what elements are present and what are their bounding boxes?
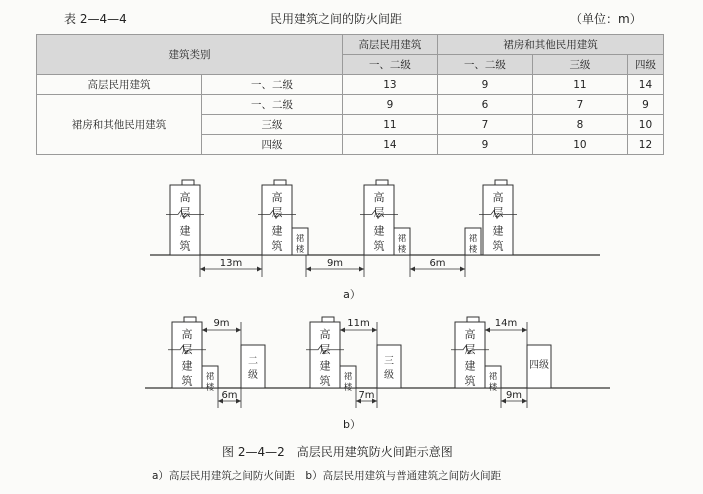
high-rise-char: 高 [179,191,191,204]
high-rise-char: 建 [179,224,191,238]
podium-char: 楼 [468,245,478,255]
cell: 11 [342,115,437,135]
high-rise-char: 筑 [464,374,476,388]
high-rise-char: 筑 [319,374,331,388]
dimension-label: 9m [505,390,523,401]
dimension-arrow-head [236,328,241,333]
podium-char: 裙 [468,234,478,244]
cell: 14 [627,75,663,95]
high-rise-building-roof [322,317,334,322]
podium-char: 裙 [488,372,498,382]
high-rise-char: 层 [373,206,385,219]
dimension-label: 14m [494,318,518,329]
sub-podium-level: 三级 [532,55,627,75]
table-unit: （单位：m） [570,12,642,26]
row-level: 三级 [202,115,343,135]
figure-caption: 图 2—4—2 高层民用建筑防火间距示意图 [222,445,453,459]
part-label: a） [343,288,361,301]
dimension-arrow-head [522,399,527,404]
high-rise-char: 层 [271,206,283,219]
dimension-arrow-head [410,267,415,272]
cell: 9 [437,135,532,155]
dimension-arrow-head [340,328,345,333]
podium-char: 楼 [295,245,305,255]
high-rise-building-roof [376,180,388,185]
cell: 11 [532,75,627,95]
level-char: 三 [384,356,394,367]
dimension-arrow-head [200,267,205,272]
high-rise-char: 筑 [271,239,283,253]
dimension-arrow-head [202,328,207,333]
high-rise-char: 层 [464,343,476,356]
high-rise-building-roof [274,180,286,185]
high-rise-char: 层 [179,206,191,219]
high-rise-building-roof [184,317,196,322]
table-number: 表 2—4—4 [64,12,127,26]
high-rise-char: 层 [492,206,504,219]
level-char: 级 [248,370,258,381]
cell: 14 [342,135,437,155]
row-category: 高层民用建筑 [37,75,202,95]
row-level: 一、二级 [202,75,343,95]
high-rise-char: 建 [492,224,504,238]
dimension-arrow-head [372,328,377,333]
sub-high-level: 一、二级 [342,55,437,75]
cell: 7 [532,95,627,115]
cell: 9 [437,75,532,95]
level-char: 级 [384,370,394,381]
podium-char: 裙 [295,234,305,244]
high-rise-char: 筑 [492,239,504,253]
table-title: 民用建筑之间的防火间距 [270,12,403,26]
high-rise-char: 高 [181,328,193,341]
high-rise-char: 筑 [179,239,191,253]
dimension-label: 7m [358,390,375,401]
level-char: 四级 [529,360,549,371]
header-high-rise: 高层民用建筑 [342,35,437,55]
cell: 10 [627,115,663,135]
dimension-arrow-head [306,267,311,272]
high-rise-char: 高 [271,191,283,204]
header-category: 建筑类别 [37,35,343,75]
podium-char: 楼 [343,383,353,393]
row-level: 一、二级 [202,95,343,115]
cell: 9 [627,95,663,115]
dimension-label: 13m [219,258,243,269]
dimension-arrow-head [257,267,262,272]
dimension-arrow-head [485,328,490,333]
dimension-label: 6m [221,390,238,401]
high-rise-char: 高 [492,191,504,204]
row-category: 裙房和其他民用建筑 [37,95,202,155]
high-rise-char: 高 [319,328,331,341]
podium-char: 楼 [397,245,407,255]
cell: 6 [437,95,532,115]
sub-podium-level: 四级 [627,55,663,75]
high-rise-char: 层 [319,343,331,356]
high-rise-char: 建 [271,224,283,238]
dimension-arrow-head [460,267,465,272]
cell: 7 [437,115,532,135]
dimension-arrow-head [359,267,364,272]
cell: 12 [627,135,663,155]
part-label: b） [343,418,361,430]
cell: 9 [342,95,437,115]
cell: 13 [342,75,437,95]
high-rise-char: 筑 [181,374,193,388]
high-rise-building-roof [467,317,479,322]
podium-char: 裙 [205,372,215,382]
dimension-label: 6m [429,258,446,269]
podium-char: 楼 [205,383,215,393]
cell: 8 [532,115,627,135]
row-level: 四级 [202,135,343,155]
figure-subcaption: a）高层民用建筑之间防火间距 b）高层民用建筑与普通建筑之间防火间距 [152,470,502,482]
podium-char: 楼 [488,383,498,393]
level-char: 二 [248,356,258,367]
high-rise-char: 筑 [373,239,385,253]
high-rise-char: 高 [373,191,385,204]
high-rise-char: 建 [464,359,476,373]
sub-podium-level: 一、二级 [437,55,532,75]
high-rise-char: 层 [181,343,193,356]
cell: 10 [532,135,627,155]
high-rise-char: 高 [464,328,476,341]
high-rise-char: 建 [373,224,385,238]
high-rise-building-roof [495,180,507,185]
dimension-label: 9m [213,318,230,329]
high-rise-char: 建 [181,359,193,373]
podium-char: 裙 [343,372,353,382]
high-rise-building-roof [182,180,194,185]
dimension-label: 11m [347,318,370,329]
dimension-label: 9m [326,258,344,269]
header-podium: 裙房和其他民用建筑 [437,35,663,55]
podium-char: 裙 [397,234,407,244]
dimension-arrow-head [522,328,527,333]
high-rise-char: 建 [319,359,331,373]
